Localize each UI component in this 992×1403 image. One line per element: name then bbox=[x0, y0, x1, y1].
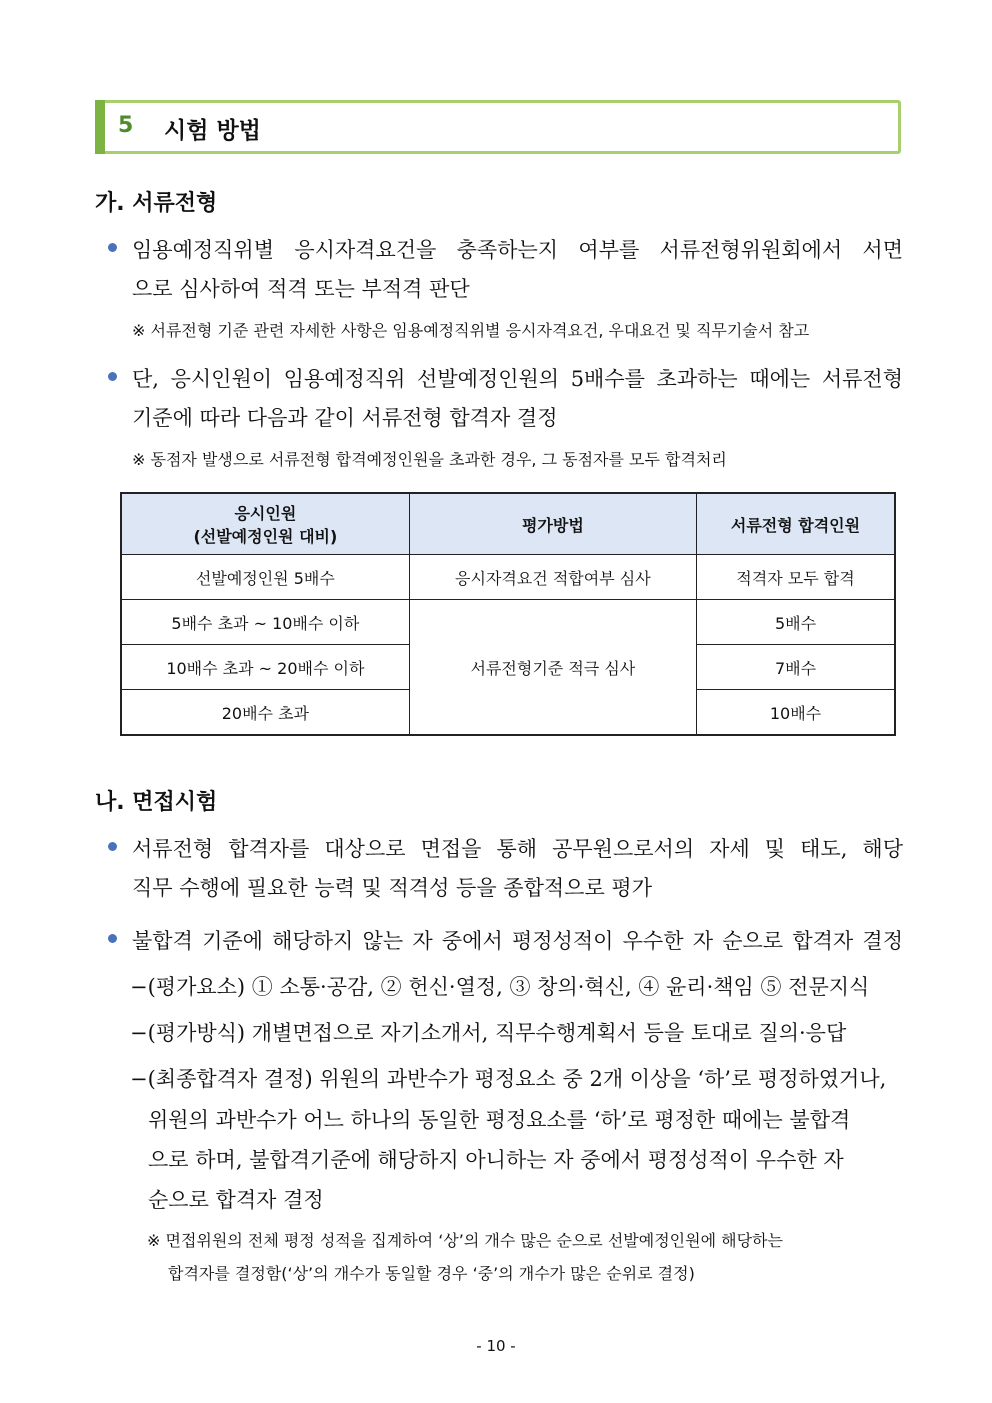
bullet-text-continued: 기준에 따라 다음과 같이 서류전형 합격자 결정 bbox=[132, 406, 558, 430]
header-line: (선발예정인원 대비) bbox=[193, 527, 338, 546]
note: ※ 동점자 발생으로 서류전형 합격예정인원을 초과한 경우, 그 동점자를 모두 합격처리 bbox=[132, 450, 727, 469]
bullet-item bbox=[108, 234, 903, 264]
table-cell: 5배수 bbox=[696, 600, 895, 645]
table-cell: 적격자 모두 합격 bbox=[696, 555, 895, 600]
table-row bbox=[121, 555, 895, 600]
table-header-pass-count: 서류전형 합격인원 bbox=[696, 493, 895, 555]
table-cell: 5배수 초과 ~ 10배수 이하 bbox=[121, 600, 409, 645]
table-cell: 응시자격요건 적합여부 심사 bbox=[409, 555, 696, 600]
bullet-text-continued: 으로 심사하여 적격 또는 부적격 판단 bbox=[132, 277, 470, 301]
bullet-item bbox=[108, 363, 903, 393]
section-header bbox=[95, 100, 901, 154]
section-header-accent bbox=[95, 100, 105, 154]
final-decision-continued: 으로 하며, 불합격기준에 해당하지 아니하는 자 중에서 평정성적이 우수한 자 bbox=[148, 1148, 844, 1172]
table-cell: 선발예정인원 5배수 bbox=[121, 555, 409, 600]
bullet-text-continued: 직무 수행에 필요한 능력 및 적격성 등을 종합적으로 평가 bbox=[132, 876, 652, 900]
final-decision-continued: 위원의 과반수가 어느 하나의 동일한 평정요소를 ‘하’로 평정한 때에는 불합격 bbox=[148, 1108, 851, 1132]
table-cell: 7배수 bbox=[696, 645, 895, 690]
header-line: 응시인원 bbox=[234, 504, 297, 523]
bullet-item bbox=[108, 833, 903, 863]
table-header-method: 평가방법 bbox=[409, 493, 696, 555]
table-header-applicants bbox=[121, 493, 409, 555]
table-cell: 10배수 초과 ~ 20배수 이하 bbox=[121, 645, 409, 690]
note: ※ 면접위원의 전체 평정 성적을 집계하여 ‘상’의 개수 많은 순으로 선발예정인원에 해당하는 bbox=[147, 1231, 783, 1250]
bullet-text: 단, 응시인원이 임용예정직위 선발예정인원의 5배수를 초과하는 때에는 서류전형 bbox=[132, 367, 903, 391]
bullet-icon bbox=[108, 934, 117, 943]
bullet-icon bbox=[108, 842, 117, 851]
evaluation-method: −(평가방식) 개별면접으로 자기소개서, 직무수행계획서 등을 토대로 질의·응답 bbox=[130, 1021, 847, 1045]
page-number: - 10 - bbox=[476, 1337, 516, 1355]
bullet-text: 불합격 기준에 해당하지 않는 자 중에서 평정성적이 우수한 자 순으로 합격자 결정 bbox=[132, 929, 903, 953]
bullet-item bbox=[108, 925, 903, 955]
bullet-icon bbox=[108, 372, 117, 381]
heading-interview: 나. 면접시험 bbox=[95, 790, 218, 815]
final-decision: −(최종합격자 결정) 위원의 과반수가 평정요소 중 2개 이상을 ‘하’로 평정하였거나, bbox=[130, 1067, 887, 1091]
note-continued: 합격자를 결정함(‘상’의 개수가 동일할 경우 ‘중’의 개수가 많은 순위로 결정) bbox=[168, 1264, 695, 1283]
bullet-icon bbox=[108, 243, 117, 252]
table-row bbox=[121, 600, 895, 645]
table-cell: 서류전형기준 적극 심사 bbox=[409, 600, 696, 736]
table-header-row bbox=[121, 493, 895, 555]
note: ※ 서류전형 기준 관련 자세한 사항은 임용예정직위별 응시자격요건, 우대요건 및 직무기술서 참고 bbox=[132, 321, 810, 340]
bullet-text: 임용예정직위별 응시자격요건을 충족하는지 여부를 서류전형위원회에서 서면 bbox=[132, 238, 903, 262]
bullet-text: 서류전형 합격자를 대상으로 면접을 통해 공무원으로서의 자세 및 태도, 해당 bbox=[132, 837, 903, 861]
section-number: 5 bbox=[118, 113, 134, 138]
table-cell: 20배수 초과 bbox=[121, 690, 409, 736]
section-title: 시험 방법 bbox=[164, 118, 261, 144]
evaluation-elements: −(평가요소) ① 소통·공감, ② 헌신·열정, ③ 창의·혁신, ④ 윤리·책임 ⑤ 전문지식 bbox=[130, 975, 870, 999]
screening-table bbox=[120, 492, 896, 736]
heading-document-screening: 가. 서류전형 bbox=[95, 191, 218, 216]
final-decision-continued: 순으로 합격자 결정 bbox=[148, 1188, 324, 1212]
table-cell: 10배수 bbox=[696, 690, 895, 736]
